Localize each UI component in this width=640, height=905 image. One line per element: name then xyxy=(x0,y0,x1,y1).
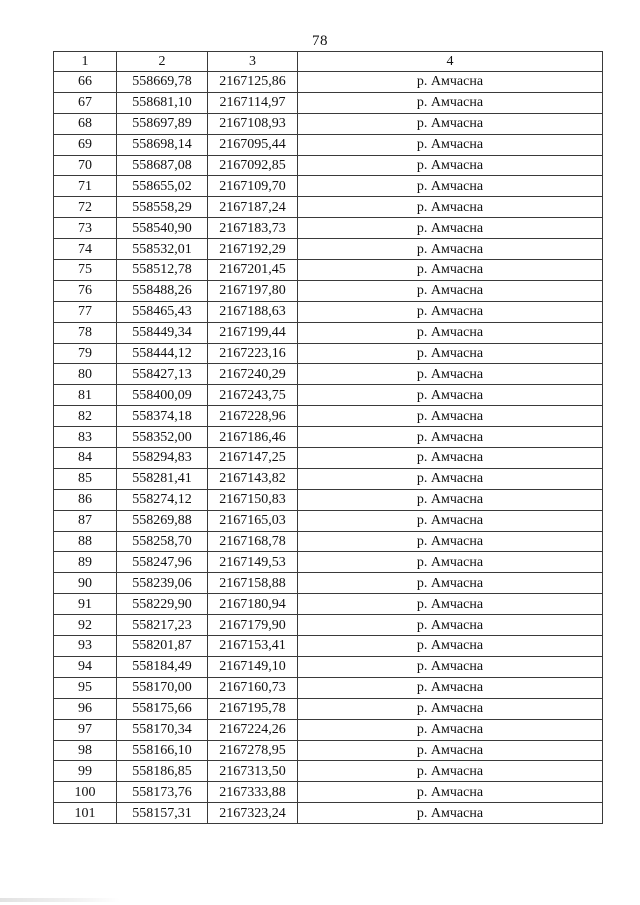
point-number-cell: 70 xyxy=(54,155,117,176)
point-number-cell: 68 xyxy=(54,113,117,134)
y-coordinate-cell: 2167224,26 xyxy=(208,719,298,740)
x-coordinate-cell: 558449,34 xyxy=(117,322,208,343)
point-number-cell: 100 xyxy=(54,782,117,803)
description-cell: р. Амчасна xyxy=(298,301,603,322)
table-row xyxy=(54,113,603,134)
y-coordinate-cell: 2167125,86 xyxy=(208,72,298,93)
description-cell: р. Амчасна xyxy=(298,260,603,281)
point-number-cell: 91 xyxy=(54,594,117,615)
point-number-cell: 98 xyxy=(54,740,117,761)
x-coordinate-cell: 558269,88 xyxy=(117,510,208,531)
point-number-cell: 97 xyxy=(54,719,117,740)
y-coordinate-cell: 2167143,82 xyxy=(208,468,298,489)
table-row xyxy=(54,656,603,677)
x-coordinate-cell: 558465,43 xyxy=(117,301,208,322)
description-cell: р. Амчасна xyxy=(298,448,603,469)
table-row xyxy=(54,636,603,657)
y-coordinate-cell: 2167313,50 xyxy=(208,761,298,782)
y-coordinate-cell: 2167195,78 xyxy=(208,698,298,719)
x-coordinate-cell: 558201,87 xyxy=(117,636,208,657)
y-coordinate-cell: 2167109,70 xyxy=(208,176,298,197)
y-coordinate-cell: 2167223,16 xyxy=(208,343,298,364)
y-coordinate-cell: 2167158,88 xyxy=(208,573,298,594)
y-coordinate-cell: 2167323,24 xyxy=(208,803,298,824)
description-cell: р. Амчасна xyxy=(298,468,603,489)
table-row xyxy=(54,176,603,197)
description-cell: р. Амчасна xyxy=(298,72,603,93)
table-row xyxy=(54,280,603,301)
y-coordinate-cell: 2167160,73 xyxy=(208,677,298,698)
scan-artifact xyxy=(0,898,120,902)
point-number-cell: 75 xyxy=(54,260,117,281)
x-coordinate-cell: 558294,83 xyxy=(117,448,208,469)
point-number-cell: 101 xyxy=(54,803,117,824)
description-cell: р. Амчасна xyxy=(298,343,603,364)
table-row xyxy=(54,698,603,719)
table-row xyxy=(54,761,603,782)
x-coordinate-cell: 558374,18 xyxy=(117,406,208,427)
description-cell: р. Амчасна xyxy=(298,761,603,782)
x-coordinate-cell: 558186,85 xyxy=(117,761,208,782)
x-coordinate-cell: 558229,90 xyxy=(117,594,208,615)
point-number-cell: 74 xyxy=(54,239,117,260)
y-coordinate-cell: 2167114,97 xyxy=(208,92,298,113)
point-number-cell: 66 xyxy=(54,72,117,93)
description-cell: р. Амчасна xyxy=(298,385,603,406)
description-cell: р. Амчасна xyxy=(298,489,603,510)
description-cell: р. Амчасна xyxy=(298,322,603,343)
x-coordinate-cell: 558157,31 xyxy=(117,803,208,824)
x-coordinate-cell: 558258,70 xyxy=(117,531,208,552)
table-row xyxy=(54,92,603,113)
description-cell: р. Амчасна xyxy=(298,677,603,698)
table-row xyxy=(54,782,603,803)
y-coordinate-cell: 2167149,10 xyxy=(208,656,298,677)
point-number-cell: 71 xyxy=(54,176,117,197)
x-coordinate-cell: 558352,00 xyxy=(117,427,208,448)
x-coordinate-cell: 558400,09 xyxy=(117,385,208,406)
description-cell: р. Амчасна xyxy=(298,239,603,260)
y-coordinate-cell: 2167187,24 xyxy=(208,197,298,218)
table-row xyxy=(54,468,603,489)
table-body xyxy=(54,72,603,824)
x-coordinate-cell: 558217,23 xyxy=(117,615,208,636)
table-row xyxy=(54,573,603,594)
description-cell: р. Амчасна xyxy=(298,280,603,301)
description-cell: р. Амчасна xyxy=(298,364,603,385)
description-cell: р. Амчасна xyxy=(298,615,603,636)
point-number-cell: 85 xyxy=(54,468,117,489)
x-coordinate-cell: 558697,89 xyxy=(117,113,208,134)
description-cell: р. Амчасна xyxy=(298,636,603,657)
table-row xyxy=(54,740,603,761)
y-coordinate-cell: 2167092,85 xyxy=(208,155,298,176)
description-cell: р. Амчасна xyxy=(298,803,603,824)
y-coordinate-cell: 2167168,78 xyxy=(208,531,298,552)
point-number-cell: 77 xyxy=(54,301,117,322)
description-cell: р. Амчасна xyxy=(298,531,603,552)
y-coordinate-cell: 2167188,63 xyxy=(208,301,298,322)
y-coordinate-cell: 2167199,44 xyxy=(208,322,298,343)
description-cell: р. Амчасна xyxy=(298,113,603,134)
point-number-cell: 87 xyxy=(54,510,117,531)
table-row xyxy=(54,239,603,260)
y-coordinate-cell: 2167108,93 xyxy=(208,113,298,134)
y-coordinate-cell: 2167333,88 xyxy=(208,782,298,803)
description-cell: р. Амчасна xyxy=(298,698,603,719)
description-cell: р. Амчасна xyxy=(298,740,603,761)
point-number-cell: 99 xyxy=(54,761,117,782)
table-row xyxy=(54,385,603,406)
y-coordinate-cell: 2167165,03 xyxy=(208,510,298,531)
point-number-cell: 83 xyxy=(54,427,117,448)
y-coordinate-cell: 2167243,75 xyxy=(208,385,298,406)
table-row xyxy=(54,615,603,636)
table-row xyxy=(54,448,603,469)
table-row xyxy=(54,427,603,448)
table-row xyxy=(54,510,603,531)
point-number-cell: 93 xyxy=(54,636,117,657)
x-coordinate-cell: 558170,00 xyxy=(117,677,208,698)
header-row xyxy=(54,52,603,72)
description-cell: р. Амчасна xyxy=(298,510,603,531)
x-coordinate-cell: 558512,78 xyxy=(117,260,208,281)
point-number-cell: 72 xyxy=(54,197,117,218)
description-cell: р. Амчасна xyxy=(298,594,603,615)
x-coordinate-cell: 558173,76 xyxy=(117,782,208,803)
description-cell: р. Амчасна xyxy=(298,719,603,740)
description-cell: р. Амчасна xyxy=(298,782,603,803)
x-coordinate-cell: 558170,34 xyxy=(117,719,208,740)
table-row xyxy=(54,197,603,218)
x-coordinate-cell: 558274,12 xyxy=(117,489,208,510)
header-col-3: 3 xyxy=(208,52,298,72)
header-col-1: 1 xyxy=(54,52,117,72)
x-coordinate-cell: 558681,10 xyxy=(117,92,208,113)
point-number-cell: 67 xyxy=(54,92,117,113)
x-coordinate-cell: 558698,14 xyxy=(117,134,208,155)
table-row xyxy=(54,364,603,385)
y-coordinate-cell: 2167149,53 xyxy=(208,552,298,573)
y-coordinate-cell: 2167183,73 xyxy=(208,218,298,239)
x-coordinate-cell: 558166,10 xyxy=(117,740,208,761)
x-coordinate-cell: 558247,96 xyxy=(117,552,208,573)
y-coordinate-cell: 2167278,95 xyxy=(208,740,298,761)
description-cell: р. Амчасна xyxy=(298,573,603,594)
description-cell: р. Амчасна xyxy=(298,134,603,155)
table-row xyxy=(54,134,603,155)
point-number-cell: 96 xyxy=(54,698,117,719)
x-coordinate-cell: 558532,01 xyxy=(117,239,208,260)
x-coordinate-cell: 558444,12 xyxy=(117,343,208,364)
y-coordinate-cell: 2167197,80 xyxy=(208,280,298,301)
y-coordinate-cell: 2167240,29 xyxy=(208,364,298,385)
table-row xyxy=(54,301,603,322)
y-coordinate-cell: 2167179,90 xyxy=(208,615,298,636)
table-row xyxy=(54,719,603,740)
description-cell: р. Амчасна xyxy=(298,552,603,573)
y-coordinate-cell: 2167095,44 xyxy=(208,134,298,155)
table-row xyxy=(54,406,603,427)
point-number-cell: 84 xyxy=(54,448,117,469)
point-number-cell: 88 xyxy=(54,531,117,552)
table-row xyxy=(54,260,603,281)
point-number-cell: 78 xyxy=(54,322,117,343)
x-coordinate-cell: 558655,02 xyxy=(117,176,208,197)
table-row xyxy=(54,489,603,510)
description-cell: р. Амчасна xyxy=(298,197,603,218)
y-coordinate-cell: 2167180,94 xyxy=(208,594,298,615)
table-row xyxy=(54,531,603,552)
y-coordinate-cell: 2167228,96 xyxy=(208,406,298,427)
y-coordinate-cell: 2167153,41 xyxy=(208,636,298,657)
x-coordinate-cell: 558687,08 xyxy=(117,155,208,176)
coordinates-table xyxy=(53,51,603,824)
y-coordinate-cell: 2167147,25 xyxy=(208,448,298,469)
y-coordinate-cell: 2167192,29 xyxy=(208,239,298,260)
point-number-cell: 92 xyxy=(54,615,117,636)
point-number-cell: 82 xyxy=(54,406,117,427)
description-cell: р. Амчасна xyxy=(298,656,603,677)
table-row xyxy=(54,322,603,343)
point-number-cell: 76 xyxy=(54,280,117,301)
description-cell: р. Амчасна xyxy=(298,176,603,197)
x-coordinate-cell: 558540,90 xyxy=(117,218,208,239)
x-coordinate-cell: 558669,78 xyxy=(117,72,208,93)
point-number-cell: 73 xyxy=(54,218,117,239)
table-row xyxy=(54,594,603,615)
x-coordinate-cell: 558175,66 xyxy=(117,698,208,719)
point-number-cell: 86 xyxy=(54,489,117,510)
y-coordinate-cell: 2167186,46 xyxy=(208,427,298,448)
x-coordinate-cell: 558184,49 xyxy=(117,656,208,677)
table-row xyxy=(54,343,603,364)
x-coordinate-cell: 558281,41 xyxy=(117,468,208,489)
point-number-cell: 95 xyxy=(54,677,117,698)
description-cell: р. Амчасна xyxy=(298,92,603,113)
header-col-2: 2 xyxy=(117,52,208,72)
table-row xyxy=(54,552,603,573)
page-number: 78 xyxy=(312,33,328,49)
table-row xyxy=(54,803,603,824)
x-coordinate-cell: 558239,06 xyxy=(117,573,208,594)
table-row xyxy=(54,155,603,176)
point-number-cell: 89 xyxy=(54,552,117,573)
y-coordinate-cell: 2167150,83 xyxy=(208,489,298,510)
table-row xyxy=(54,72,603,93)
point-number-cell: 81 xyxy=(54,385,117,406)
description-cell: р. Амчасна xyxy=(298,427,603,448)
description-cell: р. Амчасна xyxy=(298,155,603,176)
description-cell: р. Амчасна xyxy=(298,406,603,427)
point-number-cell: 69 xyxy=(54,134,117,155)
description-cell: р. Амчасна xyxy=(298,218,603,239)
table-row xyxy=(54,218,603,239)
point-number-cell: 94 xyxy=(54,656,117,677)
header-col-4: 4 xyxy=(298,52,603,72)
point-number-cell: 79 xyxy=(54,343,117,364)
x-coordinate-cell: 558488,26 xyxy=(117,280,208,301)
point-number-cell: 80 xyxy=(54,364,117,385)
table-header xyxy=(54,52,603,72)
x-coordinate-cell: 558427,13 xyxy=(117,364,208,385)
y-coordinate-cell: 2167201,45 xyxy=(208,260,298,281)
point-number-cell: 90 xyxy=(54,573,117,594)
table-row xyxy=(54,677,603,698)
x-coordinate-cell: 558558,29 xyxy=(117,197,208,218)
